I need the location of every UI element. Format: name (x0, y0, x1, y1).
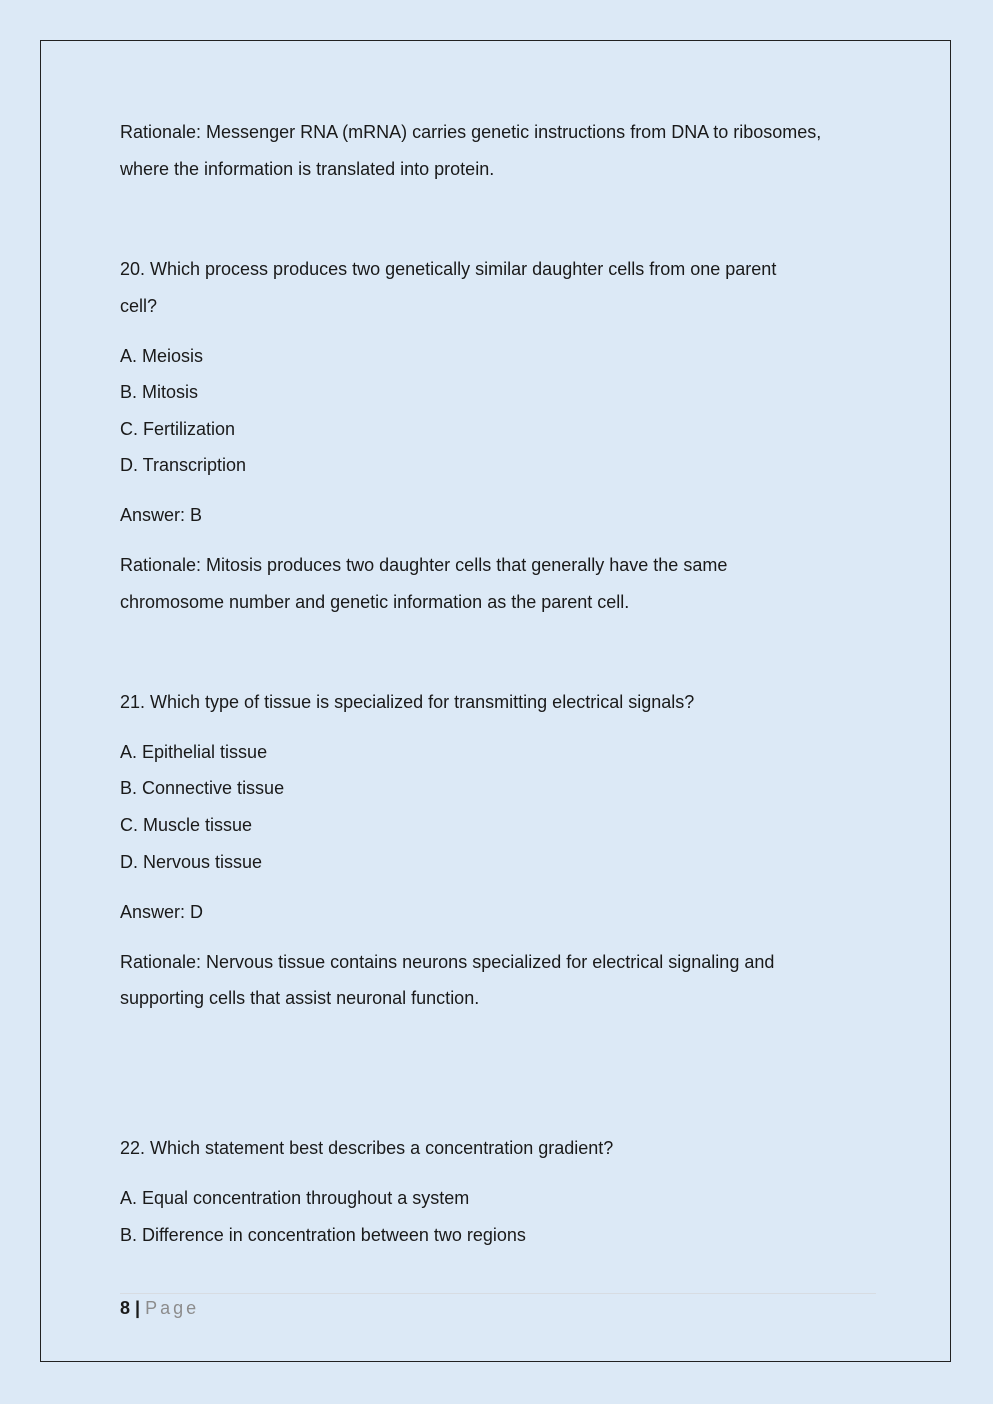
q22-option-b: B. Difference in concentration between two regions (120, 1225, 526, 1245)
question-21-line-1: 21. Which type of tissue is specialized for transmitting electrical signals? (120, 692, 695, 712)
q21-rationale-line-1: Rationale: Nervous tissue contains neurons specialized for electrical signaling and (120, 952, 775, 972)
page-number: 8 (120, 1298, 131, 1318)
q20-option-c: C. Fertilization (120, 419, 236, 439)
q20-option-d: D. Transcription (120, 455, 247, 475)
footer-divider (120, 1293, 876, 1294)
q21-option-a: A. Epithelial tissue (120, 742, 268, 762)
question-22-line-1: 22. Which statement best describes a concentration gradient? (120, 1138, 614, 1158)
q20-rationale-line-1: Rationale: Mitosis produces two daughter cells that generally have the same (120, 555, 728, 575)
q20-option-b: B. Mitosis (120, 382, 199, 402)
rationale-19-line-2: where the information is translated into protein. (120, 159, 495, 179)
page-label: Page (145, 1298, 200, 1318)
q21-answer: Answer: D (120, 902, 204, 922)
footer-separator: | (135, 1298, 141, 1318)
question-20-line-1: 20. Which process produces two genetically similar daughter cells from one parent (120, 259, 777, 279)
question-20-line-2: cell? (120, 296, 158, 316)
page-footer (120, 1297, 199, 1319)
q21-rationale-line-2: supporting cells that assist neuronal function. (120, 988, 480, 1008)
rationale-19-line-1: Rationale: Messenger RNA (mRNA) carries genetic instructions from DNA to ribosomes, (120, 122, 822, 142)
q21-option-c: C. Muscle tissue (120, 815, 253, 835)
q20-rationale-line-2: chromosome number and genetic information as the parent cell. (120, 592, 630, 612)
page-frame (40, 40, 951, 1362)
q20-answer: Answer: B (120, 505, 203, 525)
q20-option-a: A. Meiosis (120, 346, 204, 366)
q21-option-b: B. Connective tissue (120, 778, 285, 798)
q21-option-d: D. Nervous tissue (120, 852, 263, 872)
q22-option-a: A. Equal concentration throughout a system (120, 1188, 470, 1208)
